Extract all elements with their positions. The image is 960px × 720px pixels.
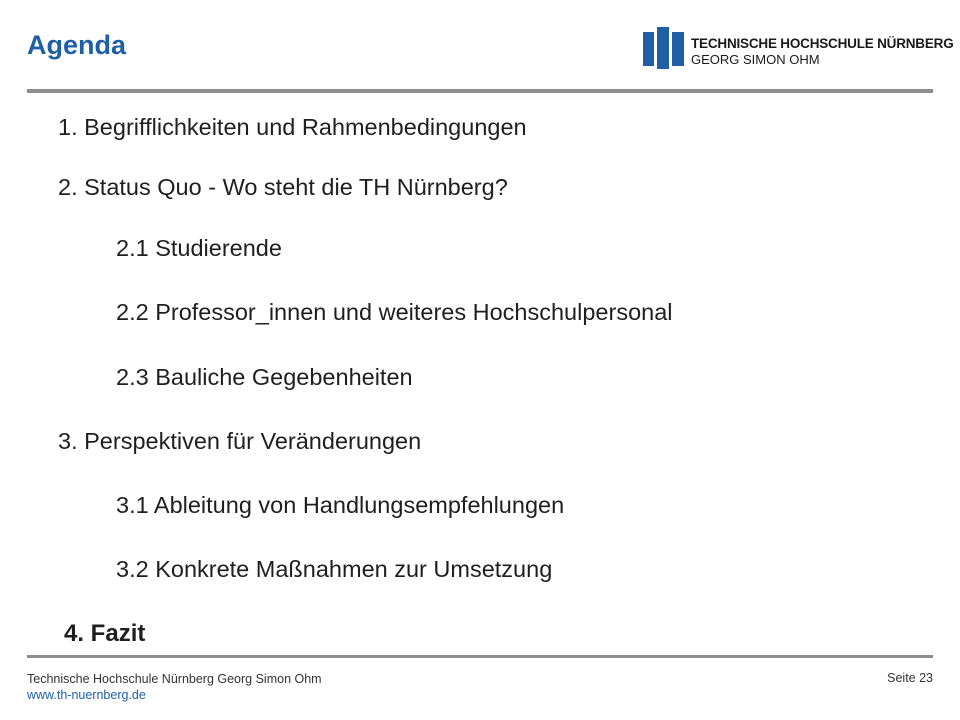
agenda-item-2: 2. Status Quo - Wo steht die TH Nürnberg? (58, 174, 508, 200)
th-logo-mark-icon (643, 27, 687, 69)
agenda-item-1: 1. Begrifflichkeiten und Rahmenbedingungen (58, 114, 527, 140)
agenda-item-3-2: 3.2 Konkrete Maßnahmen zur Umsetzung (116, 556, 553, 582)
agenda-item-3-1: 3.1 Ableitung von Handlungsempfehlungen (116, 492, 565, 518)
agenda-item-4: 4. Fazit (64, 620, 146, 647)
footer-url-link[interactable]: www.th-nuernberg.de (27, 688, 146, 702)
agenda-item-3: 3. Perspektiven für Veränderungen (58, 428, 422, 454)
footer-divider (27, 655, 933, 658)
agenda-item-2-3: 2.3 Bauliche Gegebenheiten (116, 364, 413, 390)
page-number: Seite 23 (887, 671, 933, 685)
header-divider (27, 89, 933, 93)
logo-text-line1: TECHNISCHE HOCHSCHULE NÜRNBERG (691, 36, 954, 51)
agenda-item-2-2: 2.2 Professor_innen und weiteres Hochschulpersonal (116, 299, 673, 325)
institution-logo (643, 27, 954, 69)
logo-text-line2: GEORG SIMON OHM (691, 52, 820, 67)
page-title: Agenda (27, 30, 127, 60)
footer-info (27, 671, 322, 703)
agenda-item-2-1: 2.1 Studierende (116, 235, 282, 261)
footer-institution: Technische Hochschule Nürnberg Georg Simon Ohm (27, 672, 322, 686)
